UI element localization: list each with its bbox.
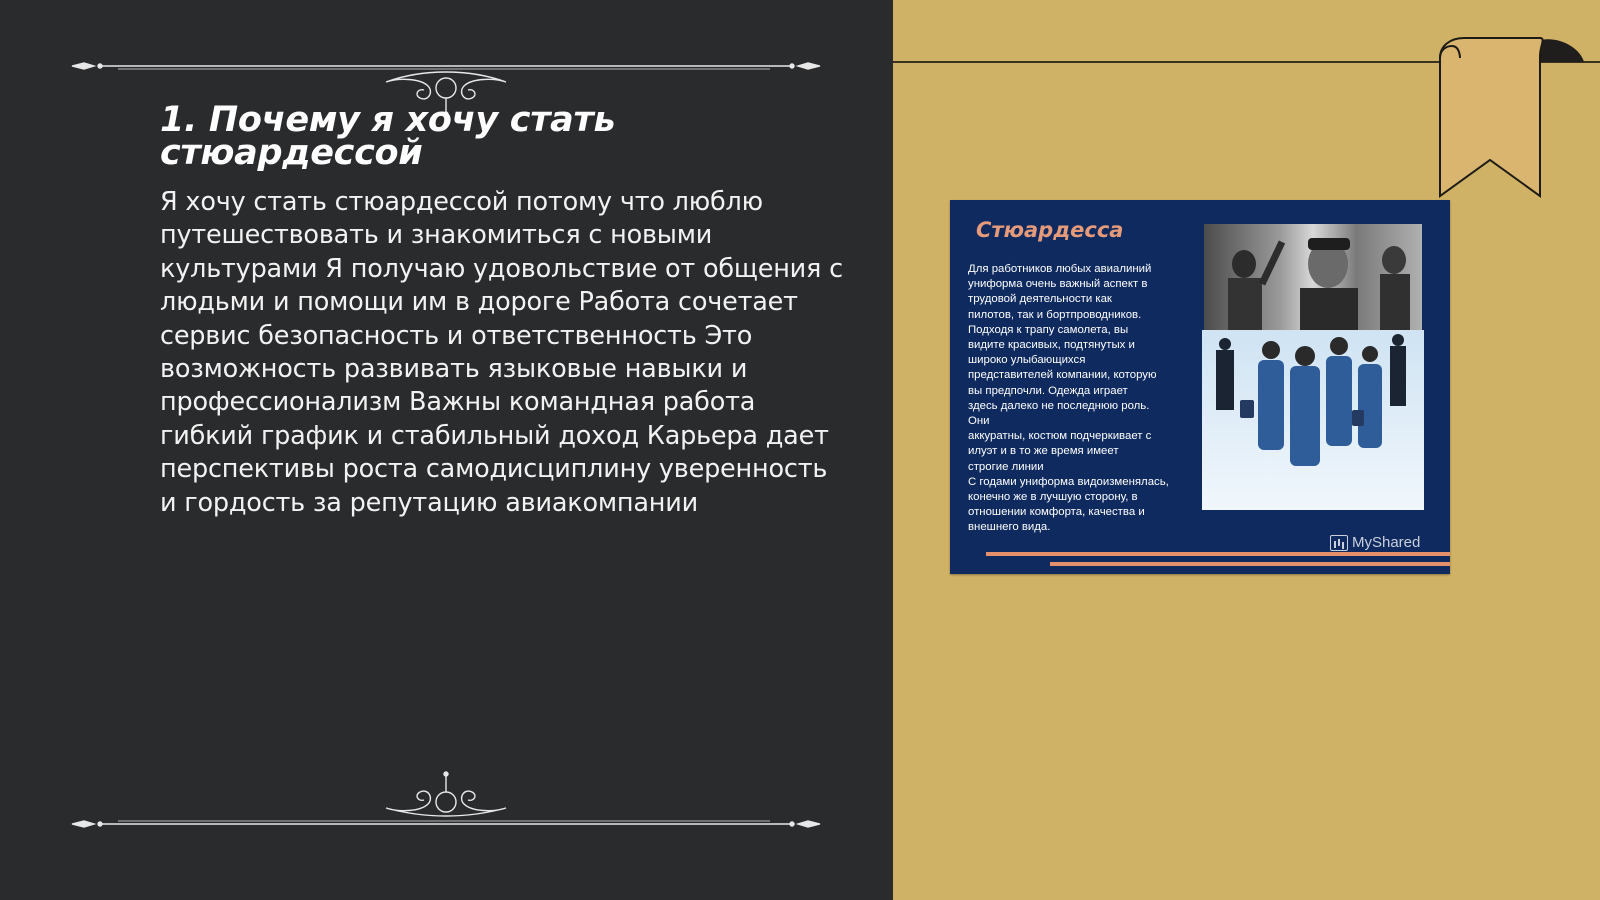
- bookmark-ribbon-icon: [1436, 36, 1584, 200]
- accent-stripe: [986, 552, 1450, 556]
- vintage-photo: [1204, 224, 1422, 330]
- accent-stripe: [1050, 562, 1450, 566]
- ornament-divider-icon: [68, 768, 824, 828]
- embedded-slide-title: Стюардесса: [976, 218, 1124, 242]
- slide-body-text: Я хочу стать стюардессой потому что люблю путешествовать и знакомиться с новыми культурами Я получаю удовольствие от общения с людьми и помощи им в дороге Работа сочетает сервис безопасность и ответственность Это возможность развивать языковые навыки и профессионализм Важны командная работа гибкий график и стабильный доход Карьера дает перспективы роста самодисциплину уверенность и гордость за репутацию авиакомпании: [160, 187, 843, 518]
- vintage-photo-figures: [1204, 224, 1422, 330]
- embedded-slide-text: Для работников любых авиалиний униформа очень важный аспект в трудовой деятельности как пилотов, так и бортпроводников. Подходя к трапу самолета, вы видите красивых, подтянутых и широко улыбающихся представителей компании, которую вы предпочли. Одежда играет здесь далеко не последнюю роль. Они аккуратны, костюм подчеркивает с илуэт и в то же время имеет строгие линии С годами униформа видоизменялась, конечно же в лучшую сторону, в отношении комфорта, качества и внешнего вида.: [968, 263, 1169, 534]
- watermark-text: MyShared: [1352, 534, 1421, 551]
- flight-attendants-figures: [1202, 330, 1424, 510]
- flight-attendants-photo: [1202, 330, 1424, 510]
- embedded-slide-image: [950, 200, 1450, 574]
- myshared-logo-icon: [1330, 535, 1348, 551]
- myshared-watermark: [1330, 534, 1420, 551]
- slide-title: 1. Почему я хочу стать стюардессой: [160, 100, 616, 173]
